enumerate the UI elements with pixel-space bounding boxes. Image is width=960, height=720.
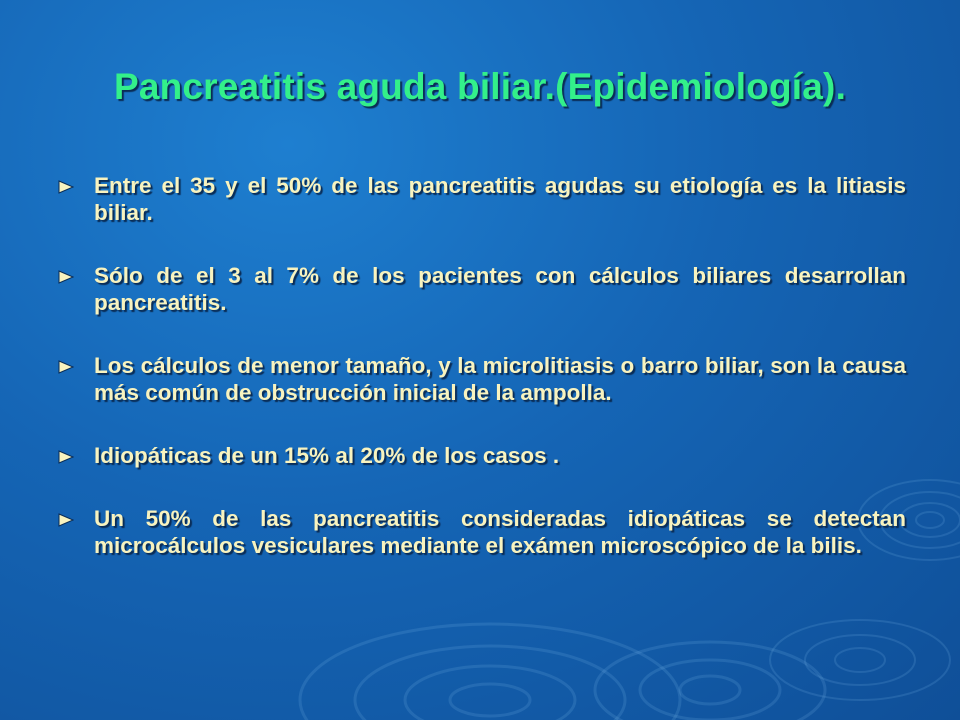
arrow-bullet-icon [58, 360, 74, 374]
slide-title: Pancreatitis aguda biliar.(Epidemiología). [113, 66, 847, 107]
bullet-item-1 [58, 172, 906, 226]
arrow-bullet-icon [58, 513, 74, 527]
bullet-list [58, 172, 906, 595]
arrow-bullet-icon [58, 450, 74, 464]
bullet-item-2 [58, 262, 906, 316]
bullet-text: Sólo de el 3 al 7% de los pacientes con cálculos biliares desarrollan pancreatitis. [94, 263, 906, 315]
bullet-item-5 [58, 505, 906, 559]
bullet-text: Un 50% de las pancreatitis consideradas idiopáticas se detectan microcálculos vesiculares mediante el exámen microscópico de la bilis. [94, 506, 906, 558]
bullet-item-4 [58, 442, 906, 469]
bullet-text: Idiopáticas de un 15% al 20% de los casos . [94, 443, 560, 468]
arrow-bullet-icon [58, 270, 74, 284]
arrow-bullet-icon [58, 180, 74, 194]
bullet-text: Entre el 35 y el 50% de las pancreatitis agudas su etiología es la litiasis biliar. [94, 173, 906, 225]
bullet-text: Los cálculos de menor tamaño, y la microlitiasis o barro biliar, son la causa más común de obstrucción inicial de la ampolla. [94, 353, 906, 405]
bullet-item-3 [58, 352, 906, 406]
